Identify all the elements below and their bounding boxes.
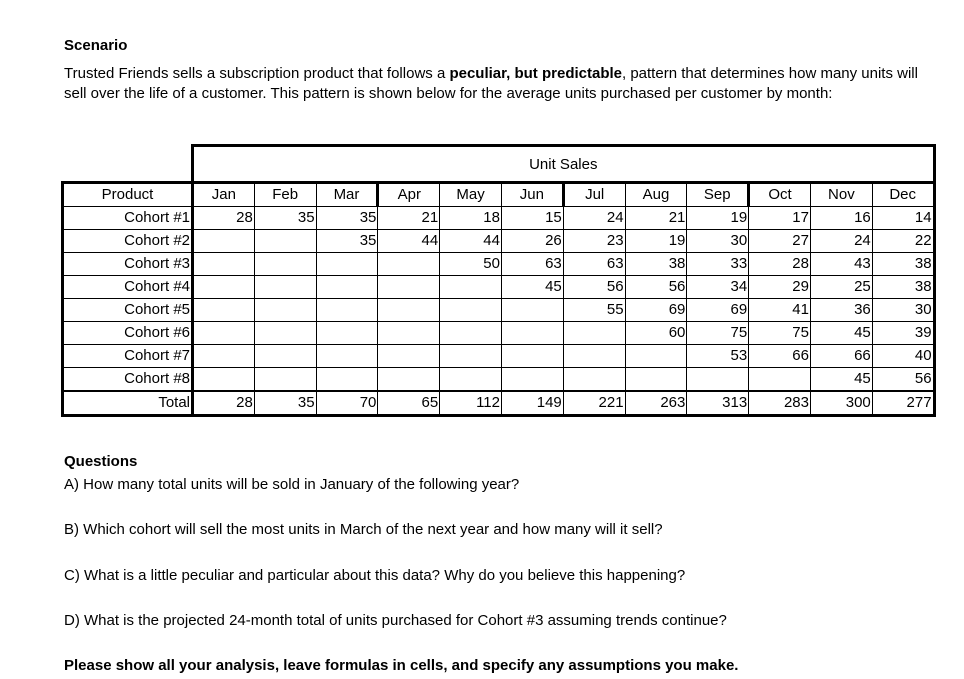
total-cell: 313 xyxy=(687,391,749,416)
month-header: Apr xyxy=(378,183,440,207)
table-row xyxy=(63,322,935,345)
total-label: Total xyxy=(63,391,193,416)
table-cell: 14 xyxy=(872,207,934,230)
unit-sales-table xyxy=(61,144,936,417)
table-cell: 38 xyxy=(872,276,934,299)
table-cell xyxy=(193,276,255,299)
total-cell: 35 xyxy=(254,391,316,416)
table-cell xyxy=(440,276,502,299)
table-cell xyxy=(501,368,563,392)
table-cell xyxy=(501,322,563,345)
question-b: B) Which cohort will sell the most units in March of the next year and how many will it sell? xyxy=(64,521,663,538)
cohort-label: Cohort #7 xyxy=(63,345,193,368)
table-cell: 45 xyxy=(810,368,872,392)
total-cell: 70 xyxy=(316,391,378,416)
table-cell xyxy=(316,276,378,299)
table-cell xyxy=(440,368,502,392)
table-cell xyxy=(193,322,255,345)
table-cell xyxy=(625,368,687,392)
table-cell xyxy=(316,253,378,276)
table-cell: 55 xyxy=(563,299,625,322)
table-cell: 24 xyxy=(810,230,872,253)
cohort-label: Cohort #2 xyxy=(63,230,193,253)
table-cell: 38 xyxy=(625,253,687,276)
table-cell: 45 xyxy=(501,276,563,299)
table-row xyxy=(63,299,935,322)
instructions-note: Please show all your analysis, leave formulas in cells, and specify any assumptions you make. xyxy=(64,657,739,674)
table-cell xyxy=(440,299,502,322)
table-cell: 21 xyxy=(378,207,440,230)
table-cell xyxy=(563,322,625,345)
table-cell: 43 xyxy=(810,253,872,276)
table-cell: 75 xyxy=(687,322,749,345)
table-cell xyxy=(440,322,502,345)
table-cell: 44 xyxy=(378,230,440,253)
total-cell: 277 xyxy=(872,391,934,416)
table-cell: 56 xyxy=(872,368,934,392)
table-cell: 28 xyxy=(193,207,255,230)
table-cell xyxy=(378,368,440,392)
question-c: C) What is a little peculiar and particular about this data? Why do you believe this happening? xyxy=(64,567,686,584)
table-cell xyxy=(749,368,811,392)
table-cell: 53 xyxy=(687,345,749,368)
cohort-label: Cohort #4 xyxy=(63,276,193,299)
month-header: Feb xyxy=(254,183,316,207)
table-cell xyxy=(193,230,255,253)
table-cell: 40 xyxy=(872,345,934,368)
table-cell xyxy=(254,299,316,322)
month-header: Mar xyxy=(316,183,378,207)
table-cell: 30 xyxy=(872,299,934,322)
table-row xyxy=(63,207,935,230)
month-header: Dec xyxy=(872,183,934,207)
product-header: Product xyxy=(63,183,193,207)
question-d: D) What is the projected 24-month total of units purchased for Cohort #3 assuming trends continue? xyxy=(64,612,727,629)
table-cell: 25 xyxy=(810,276,872,299)
scenario-text-1: Trusted Friends sells a subscription product that follows a xyxy=(64,65,450,82)
table-cell: 28 xyxy=(749,253,811,276)
table-cell: 23 xyxy=(563,230,625,253)
table-cell: 17 xyxy=(749,207,811,230)
table-cell: 27 xyxy=(749,230,811,253)
table-cell: 19 xyxy=(625,230,687,253)
table-cell: 34 xyxy=(687,276,749,299)
table-cell: 29 xyxy=(749,276,811,299)
table-cell: 35 xyxy=(316,230,378,253)
table-cell: 24 xyxy=(563,207,625,230)
table-cell: 63 xyxy=(563,253,625,276)
table-cell xyxy=(501,345,563,368)
table-cell xyxy=(254,276,316,299)
table-cell: 16 xyxy=(810,207,872,230)
total-cell: 112 xyxy=(440,391,502,416)
table-cell xyxy=(316,322,378,345)
table-cell xyxy=(378,276,440,299)
total-cell: 300 xyxy=(810,391,872,416)
month-header: May xyxy=(440,183,502,207)
table-cell: 22 xyxy=(872,230,934,253)
table-cell: 56 xyxy=(625,276,687,299)
questions-heading: Questions xyxy=(64,453,138,470)
month-header: Sep xyxy=(687,183,749,207)
scenario-heading: Scenario xyxy=(64,37,128,54)
table-cell xyxy=(193,253,255,276)
table-cell: 21 xyxy=(625,207,687,230)
table-cell: 60 xyxy=(625,322,687,345)
table-cell: 30 xyxy=(687,230,749,253)
table-row xyxy=(63,253,935,276)
table-cell xyxy=(316,345,378,368)
month-header: Aug xyxy=(625,183,687,207)
table-row xyxy=(63,368,935,392)
table-cell: 63 xyxy=(501,253,563,276)
month-header: Jul xyxy=(563,183,625,207)
table-cell: 44 xyxy=(440,230,502,253)
total-cell: 28 xyxy=(193,391,255,416)
table-cell xyxy=(316,368,378,392)
total-cell: 283 xyxy=(749,391,811,416)
table-row xyxy=(63,276,935,299)
scenario-paragraph xyxy=(64,64,934,104)
table-cell: 50 xyxy=(440,253,502,276)
table-cell xyxy=(440,345,502,368)
table-cell xyxy=(193,345,255,368)
table-cell: 45 xyxy=(810,322,872,345)
table-cell xyxy=(254,230,316,253)
table-corner-blank xyxy=(63,146,193,183)
table-cell xyxy=(378,253,440,276)
table-header-row xyxy=(63,183,935,207)
table-cell xyxy=(378,299,440,322)
month-header: Oct xyxy=(749,183,811,207)
cohort-label: Cohort #1 xyxy=(63,207,193,230)
table-cell: 35 xyxy=(254,207,316,230)
unit-sales-header: Unit Sales xyxy=(193,146,935,183)
table-cell: 69 xyxy=(625,299,687,322)
table-cell xyxy=(563,368,625,392)
total-cell: 65 xyxy=(378,391,440,416)
table-cell xyxy=(501,299,563,322)
table-cell: 38 xyxy=(872,253,934,276)
question-a: A) How many total units will be sold in January of the following year? xyxy=(64,476,520,493)
month-header: Nov xyxy=(810,183,872,207)
table-cell xyxy=(625,345,687,368)
table-cell xyxy=(193,368,255,392)
table-cell xyxy=(254,322,316,345)
table-cell: 66 xyxy=(749,345,811,368)
table-row xyxy=(63,230,935,253)
table-cell: 69 xyxy=(687,299,749,322)
month-header: Jan xyxy=(193,183,255,207)
cohort-label: Cohort #5 xyxy=(63,299,193,322)
table-cell xyxy=(254,368,316,392)
table-cell: 35 xyxy=(316,207,378,230)
total-cell: 263 xyxy=(625,391,687,416)
table-cell xyxy=(563,345,625,368)
month-header: Jun xyxy=(501,183,563,207)
scenario-text-bold: peculiar, but predictable xyxy=(449,65,622,82)
cohort-label: Cohort #8 xyxy=(63,368,193,392)
total-cell: 221 xyxy=(563,391,625,416)
table-cell: 66 xyxy=(810,345,872,368)
total-row xyxy=(63,391,935,416)
table-row xyxy=(63,345,935,368)
total-cell: 149 xyxy=(501,391,563,416)
table-cell: 15 xyxy=(501,207,563,230)
table-cell: 75 xyxy=(749,322,811,345)
table-cell xyxy=(254,253,316,276)
table-cell: 19 xyxy=(687,207,749,230)
table-cell xyxy=(316,299,378,322)
table-cell: 56 xyxy=(563,276,625,299)
table-cell: 39 xyxy=(872,322,934,345)
table-cell xyxy=(378,345,440,368)
table-cell xyxy=(193,299,255,322)
table-cell: 41 xyxy=(749,299,811,322)
cohort-label: Cohort #6 xyxy=(63,322,193,345)
table-cell xyxy=(254,345,316,368)
table-cell: 18 xyxy=(440,207,502,230)
table-cell xyxy=(378,322,440,345)
table-cell: 26 xyxy=(501,230,563,253)
table-cell: 36 xyxy=(810,299,872,322)
table-cell: 33 xyxy=(687,253,749,276)
scenario-text-2: , pattern that determines how many units will sell over the life of a customer. This pattern is shown below for the average units purchased per customer by month: xyxy=(64,65,918,102)
cohort-label: Cohort #3 xyxy=(63,253,193,276)
table-cell xyxy=(687,368,749,392)
